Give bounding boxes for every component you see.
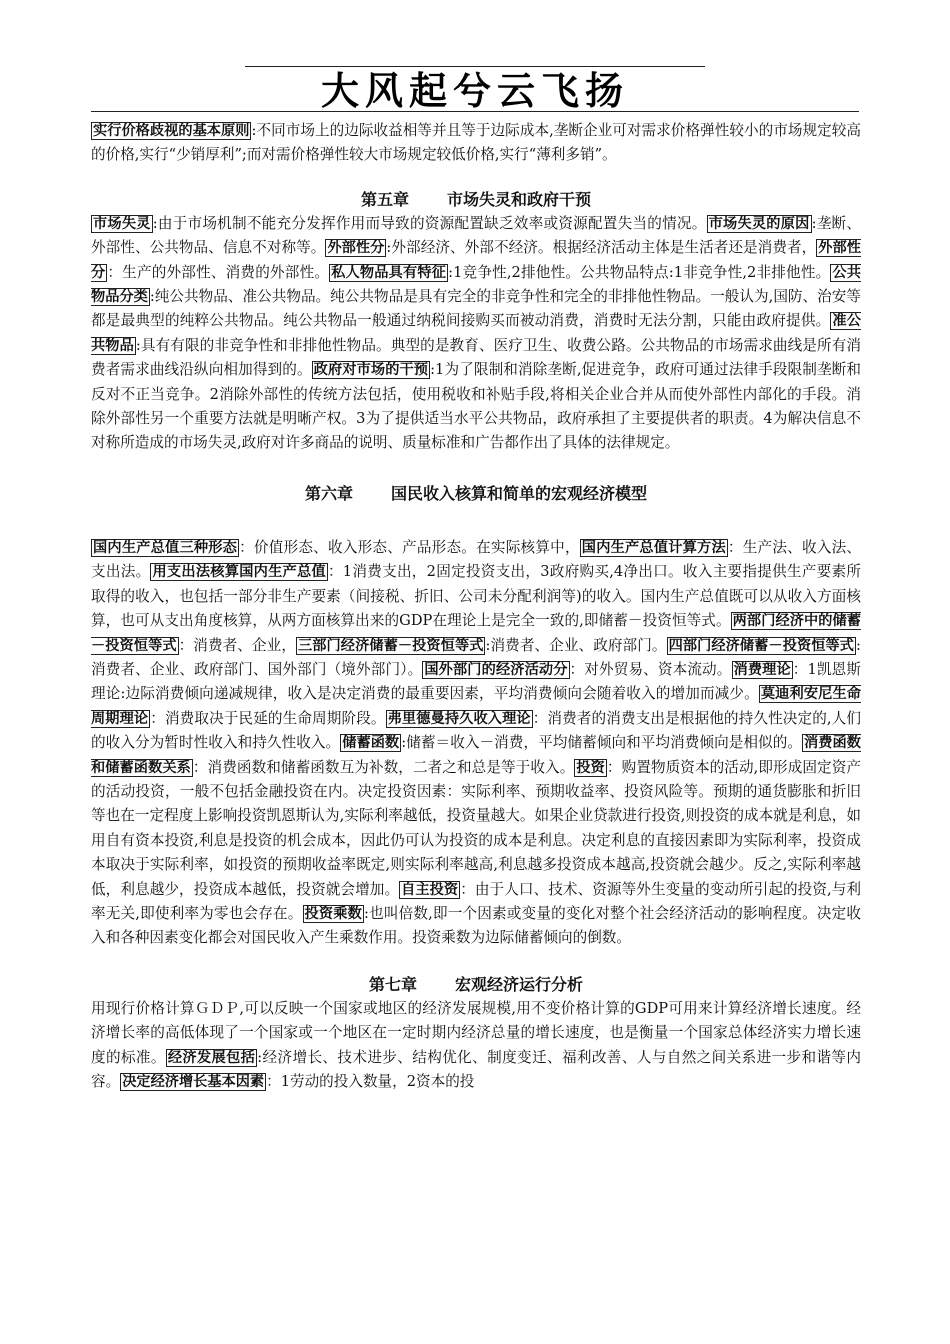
chapter-5-heading <box>91 188 861 212</box>
body-text: :具有有限的非竞争性和非排他性物品。典型的是教育、医疗卫生、收费公路。公共物品的市场需求曲线是所有消费者需求曲线沿纵向相加得到的。 <box>91 336 861 379</box>
key-term: 国外部门的经济活动分 <box>424 661 568 678</box>
key-term: 市场失灵的原因 <box>708 215 810 232</box>
body-text: ：对外贸易、资本流动。 <box>569 660 732 678</box>
body-text: ：1消费支出，2固定投资支出，3政府购买,4净出口。收入主要指提供生产要素所取得的收入，也包括一部分非生产要素（间接税、折旧、公司未分配利润等)的收入。国内生产总值既可以从收入方面核算，也可从支出角度核算，从两方面核算出来的GDP在理论上是完全一致的,即储蓄－投资恒等式。 <box>91 563 861 630</box>
paragraph-macro-economy <box>91 997 861 1095</box>
chapter-number: 第七章 <box>368 974 417 994</box>
key-term: 自主投资 <box>401 881 459 898</box>
body-text: :消费者、企业、政府部门。 <box>485 636 667 654</box>
body-text: ：由于人口、技术、资源等外生变量的变动所引起的投资,与利率无关,即使利率为零也会存在。 <box>91 880 861 922</box>
body-text: ：消费者的消费支出是根据他的持久性决定的,人们的收入分为暂时性收入和持久性收入。 <box>91 709 861 752</box>
key-term: 消费理论 <box>733 661 791 678</box>
key-term: 外部性分 <box>91 240 861 281</box>
spacer <box>91 168 861 188</box>
body-text: :也叫倍数,即一个因素或变量的变化对整个社会经济活动的影响程度。决定收入和各种因素变化都会对国民收入产生乘数作用。投资乘数为边际储蓄倾向的倒数。 <box>91 904 862 947</box>
body-text: 用现行价格计算ＧＤＰ,可以反映一个国家或地区的经济发展规模,用不变价格计算的GDP可用来计算经济增长速度。经济增长率的高低体现了一个国家或一个地区在一定时期内经济总量的增长速度，也是衡量一个国家总体经济实力增长速度的标准。 <box>91 999 861 1066</box>
body-text: :储蓄＝收入－消费，平均储蓄倾向和平均消费倾向是相似的。 <box>401 734 803 752</box>
key-term: 弗里德曼持久收入理论 <box>387 710 531 727</box>
key-term: 国内生产总值三种形态 <box>93 539 238 556</box>
key-term: 经济发展包括 <box>167 1049 256 1066</box>
paragraph-price-discrimination <box>91 119 861 168</box>
body-text: ：1劳动的投入数量，2资本的投 <box>266 1073 475 1090</box>
key-term: 两部门经济中的储蓄－投资恒等式 <box>91 613 861 654</box>
key-term: 四部门经济储蓄－投资恒等式 <box>668 637 855 654</box>
chapter-title: 国民收入核算和简单的宏观经济模型 <box>391 483 648 503</box>
key-term: 决定经济增长基本因素 <box>122 1074 265 1090</box>
body-text: :外部经济、外部不经济。根据经济活动主体是生活者还是消费者， <box>386 239 817 257</box>
body-text: :经济增长、技术进步、结构优化、制度变迁、福利改善、人与自然之间关系进一步和谐等内容。 <box>91 1048 861 1090</box>
key-term: 国内生产总值计算方法 <box>581 539 726 556</box>
spacer <box>91 506 861 536</box>
key-term: 用支出法核算国内生产总值 <box>152 564 326 581</box>
key-term: 实行价格歧视的基本原则 <box>93 123 250 139</box>
spacer <box>91 951 861 973</box>
paragraph-national-income <box>91 536 861 951</box>
body-text: ：消费者、企业， <box>178 636 296 654</box>
body-text: :垄断、外部性、公共物品、信息不对称等。 <box>91 214 861 257</box>
key-term: 投资乘数 <box>304 905 362 922</box>
body-text: ：生产法、收入法、支出法。 <box>91 538 861 581</box>
body-text: :由于市场机制不能充分发挥作用而导致的资源配置缺乏效率或资源配置失当的情况。 <box>152 214 707 232</box>
body-text: :1竞争性,2排他性。公共物品特点:1非竞争性,2非排他性。 <box>448 263 831 281</box>
body-text: ：消费函数和储蓄函数互为补数，二者之和总是等于收入。 <box>192 758 575 776</box>
body-text: :纯公共物品、准公共物品。纯公共物品是具有完全的非竞争性和完全的非排他性物品。一般认为,国防、治安等都是最典型的纯粹公共物品。纯公共物品一般通过纳税间接购买而被动消费，消费时无法分割，只能由政府提供。 <box>91 288 861 330</box>
key-term: 政府对市场的干预 <box>313 362 429 379</box>
chapter-title: 市场失灵和政府干预 <box>447 189 592 209</box>
body-text: ：1凯恩斯理论:边际消费倾向递减规律，收入是决定消费的最重要因素，平均消费倾向会随着收入的增加而减少。 <box>91 660 861 703</box>
chapter-number: 第五章 <box>360 189 409 209</box>
body-text: ：生产的外部性、消费的外部性。 <box>107 263 330 281</box>
body-text: ：价值形态、收入形态、产品形态。在实际核算中， <box>239 538 580 556</box>
key-term: 准公共物品 <box>91 313 861 354</box>
body-text: ：购置物质资本的活动,即形成固定资产的活动投资，一般不包括金融投资在内。决定投资因素：实际利率、预期收益率、投资风险等。预期的通货膨胀和折旧等也在一定程度上影响投资凯恩斯认为,实际利率越低，投资量越大。如果企业贷款进行投资,则投资的成本就是利息，如用自有资本投资,利息是投资的机会成本，因此仍可认为投资的成本是利息。决定利息的直接因素即为实际利率，投资成本取决于实际利率，如投资的预期收益率既定,则实际利率越高,利息越多投资成本越高,投资就会越少。反之,实际利率越低，利息越少，投资成本越低，投资就会增加。 <box>91 758 861 898</box>
header-top-rule <box>245 66 705 67</box>
key-term: 外部性分 <box>327 240 385 257</box>
chapter-number: 第六章 <box>304 483 353 503</box>
key-term: 三部门经济储蓄－投资恒等式 <box>298 637 484 654</box>
body-text: ：消费取决于民延的生命周期阶段。 <box>150 709 386 727</box>
key-term: 储蓄函数 <box>342 735 400 752</box>
key-term: 莫迪利安尼生命周期理论 <box>91 686 861 727</box>
document-body <box>91 119 861 1094</box>
chapter-6-heading <box>91 482 861 506</box>
paragraph-market-failure <box>91 212 861 456</box>
key-term: 消费函数和储蓄函数关系 <box>91 735 861 776</box>
key-term: 市场失灵 <box>93 215 151 232</box>
header-bottom-rule <box>91 111 859 112</box>
body-text: :不同市场上的边际收益相等并且等于边际成本,垄断企业可对需求价格弹性较小的市场规定较高的价格,实行“少销厚利”;而对需价格弹性较大市场规定较低价格,实行“薄利多销”。 <box>91 122 861 164</box>
key-term: 私人物品具有特征 <box>331 264 447 281</box>
chapter-7-heading <box>91 973 861 997</box>
key-term: 公共物品分类 <box>91 264 861 306</box>
body-text: :消费者、企业、政府部门、国外部门（境外部门）。 <box>91 636 861 678</box>
spacer <box>91 456 861 482</box>
page-header-title: 大风起兮云飞扬 <box>320 68 629 113</box>
key-term: 投资 <box>576 759 605 776</box>
chapter-title: 宏观经济运行分析 <box>455 974 584 994</box>
body-text: :1为了限制和消除垄断,促进竞争，政府可通过法律手段限制垄断和反对不正当竞争。2消除外部性的传统方法包括，使用税收和补贴手段,将相关企业合并从而使外部性内部化的手段。消除外部性另一个重要方法就是明晰产权。3为了提供适当水平公共物品，政府承担了主要提供者的职责。4为解决信息不对称所造成的市场失灵,政府对许多商品的说明、质量标准和广告都作出了具体的法律规定。 <box>91 361 861 452</box>
